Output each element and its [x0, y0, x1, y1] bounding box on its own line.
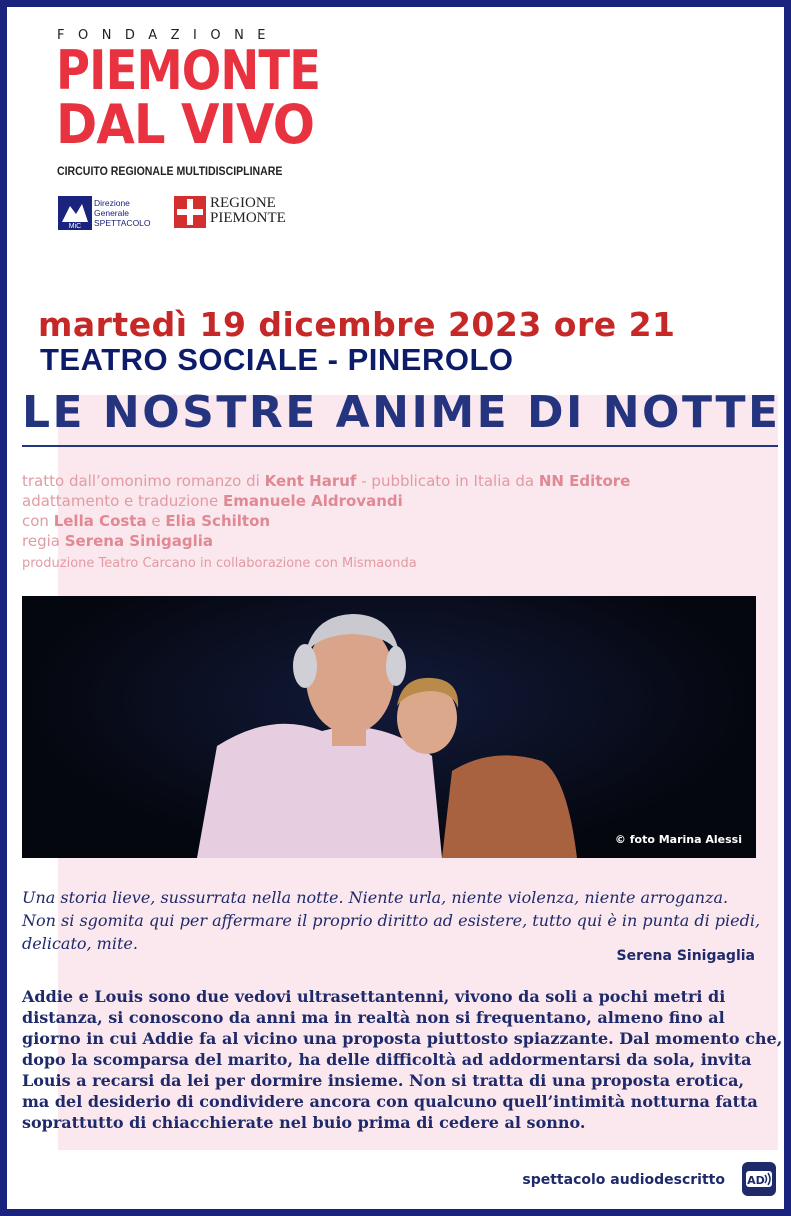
credit-source: tratto dall’omonimo romanzo di Kent Haruf - pubblicato in Italia da NN Editore — [22, 472, 631, 490]
mic-line3: SPETTACOLO — [94, 218, 151, 228]
quote-line: Non si sgomita qui per affermare il proprio diritto ad esistere, tutto qui è in punta di piedi, — [22, 911, 761, 930]
title-divider — [22, 445, 778, 447]
event-venue: TEATRO SOCIALE - PINEROLO — [40, 342, 514, 377]
credit-cast: con Lella Costa e Elia Schilton — [22, 512, 271, 530]
cast-photo-illustration — [22, 596, 756, 858]
audio-description-icon — [742, 1162, 776, 1196]
ad-badge-text: AD — [747, 1174, 765, 1187]
synopsis-line: soprattutto di chiacchierate nel buio prima di cedere al sonno. — [22, 1113, 586, 1132]
director-quote — [22, 886, 762, 955]
photo-credit: © foto Marina Alessi — [614, 833, 742, 846]
synopsis-line: giorno in cui Addie fa al vicino una proposta piuttosto spiazzante. Dal momento che, — [22, 1029, 783, 1048]
logo-piemonte-text: PIEMONTE — [56, 39, 321, 102]
mic-line1: Direzione — [94, 198, 130, 208]
quote-line: delicato, mite. — [22, 934, 138, 953]
synopsis-line: ma del desiderio di condividere ancora con qualcuno quell’intimità notturna fatta — [22, 1092, 758, 1111]
mic-emblem-icon — [58, 196, 92, 230]
credit-adaptation: adattamento e traduzione Emanuele Aldrovandi — [22, 492, 403, 510]
quote-line: Una storia lieve, sussurrata nella notte. Niente urla, niente violenza, niente arroganza. — [22, 888, 729, 907]
synopsis-line: Louis a recarsi da lei per dormire insieme. Non si tratta di una proposta erotica, — [22, 1071, 745, 1090]
logo-dal-vivo-text: DAL VIVO — [56, 93, 315, 156]
event-date: martedì 19 dicembre 2023 ore 21 — [38, 305, 676, 344]
cast-photo — [22, 596, 756, 858]
synopsis — [22, 986, 783, 1133]
mic-line2: Generale — [94, 208, 129, 218]
credits-block — [22, 471, 762, 573]
credit-director: regia Serena Sinigaglia — [22, 532, 214, 550]
mic-badge-text: MiC — [68, 223, 82, 230]
credit-production: produzione Teatro Carcano in collaborazione con Mismaonda — [22, 556, 417, 571]
synopsis-line: distanza, si conoscono da anni ma in realtà non si frequentano, almeno fino al — [22, 1008, 725, 1027]
regione-line2: PIEMONTE — [210, 210, 286, 226]
regione-line1: REGIONE — [210, 195, 276, 211]
logo-subtitle: CIRCUITO REGIONALE MULTIDISCIPLINARE — [57, 164, 283, 178]
quote-author: Serena Sinigaglia — [616, 948, 755, 964]
synopsis-line: Addie e Louis sono due vedovi ultrasettantenni, vivono da soli a pochi metri di — [22, 987, 726, 1006]
logo-fondazione-text: FONDAZIONE — [57, 28, 280, 43]
regione-piemonte-logo — [174, 196, 289, 232]
regione-crest-icon — [174, 196, 206, 228]
synopsis-line: dopo la scomparsa del marito, ha delle difficoltà ad addormentarsi da sola, invita — [22, 1050, 752, 1069]
audio-description-label: spettacolo audiodescritto — [522, 1172, 725, 1188]
show-title: LE NOSTRE ANIME DI NOTTE — [22, 387, 781, 438]
mic-logo — [58, 196, 168, 232]
